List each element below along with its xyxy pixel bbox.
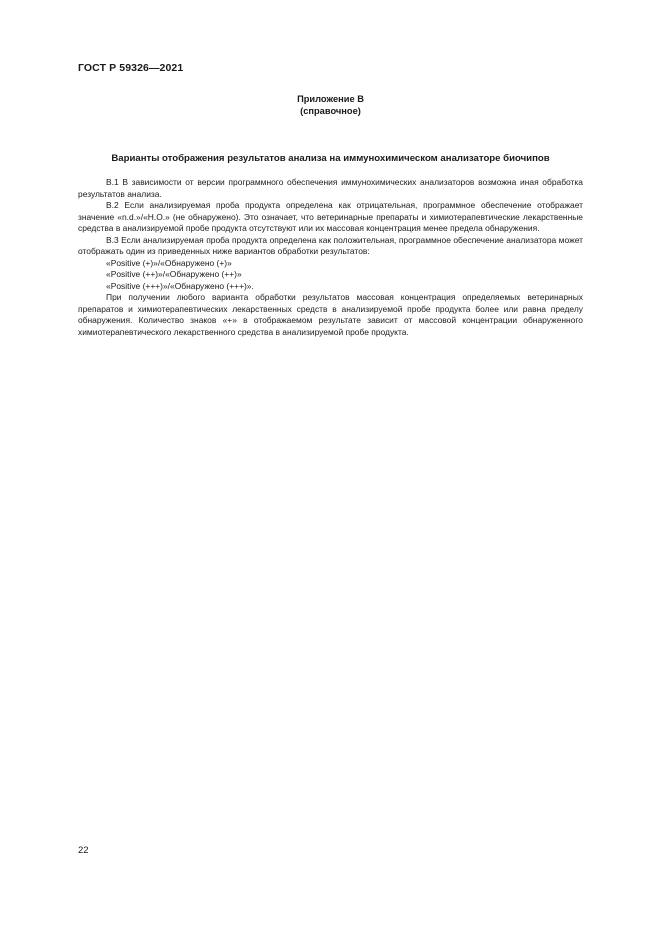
result-option-2: «Positive (++)»/«Обнаружено (++)» — [106, 269, 242, 279]
result-option-3: «Positive (+++)»/«Обнаружено (+++)». — [106, 280, 254, 291]
appendix-kind: (справочное) — [300, 106, 361, 116]
document-code: ГОСТ Р 59326—2021 — [78, 62, 184, 74]
page-number: 22 — [78, 845, 89, 856]
appendix-heading — [78, 93, 583, 117]
section-title: Варианты отображения результатов анализа на иммунохимическом анализаторе биочипов — [111, 153, 550, 164]
paragraph-b2: В.2 Если анализируемая проба продукта определена как отрицательная, программное обеспечение отображает значение «n.d.»/«Н.О.» (не обнаружено). Это означает, что ветеринарные препараты и химиотерапевтические лекарственные средства в анализируемой пробе продукта отсутствуют или их массовая концентрация менее предела обнаружения. — [78, 200, 583, 233]
paragraph-b3: В.3 Если анализируемая проба продукта определена как положительная, программное обеспечение анализатора может отображать один из приведенных ниже вариантов обработки результатов: — [78, 234, 583, 256]
appendix-label: Приложение В — [297, 94, 364, 104]
result-option-1: «Positive (+)»/«Обнаружено (+)» — [106, 257, 232, 268]
paragraph-b1: В.1 В зависимости от версии программного обеспечения иммунохимических анализаторов возможна иная обработка результатов анализа. — [78, 177, 583, 199]
document-body — [78, 177, 583, 338]
paragraph-conclusion: При получении любого варианта обработки результатов массовая концентрация определяемых ветеринарных препаратов и химиотерапевтических лекарственных средств в анализируемой пробе продукта более или равна пределу обнаружения. Количество знаков «+» в отображаемом результате зависит от массовой концентрации обнаруженного химиотерапевтического лекарственного средства в анализируемой пробе продукта. — [78, 292, 583, 337]
